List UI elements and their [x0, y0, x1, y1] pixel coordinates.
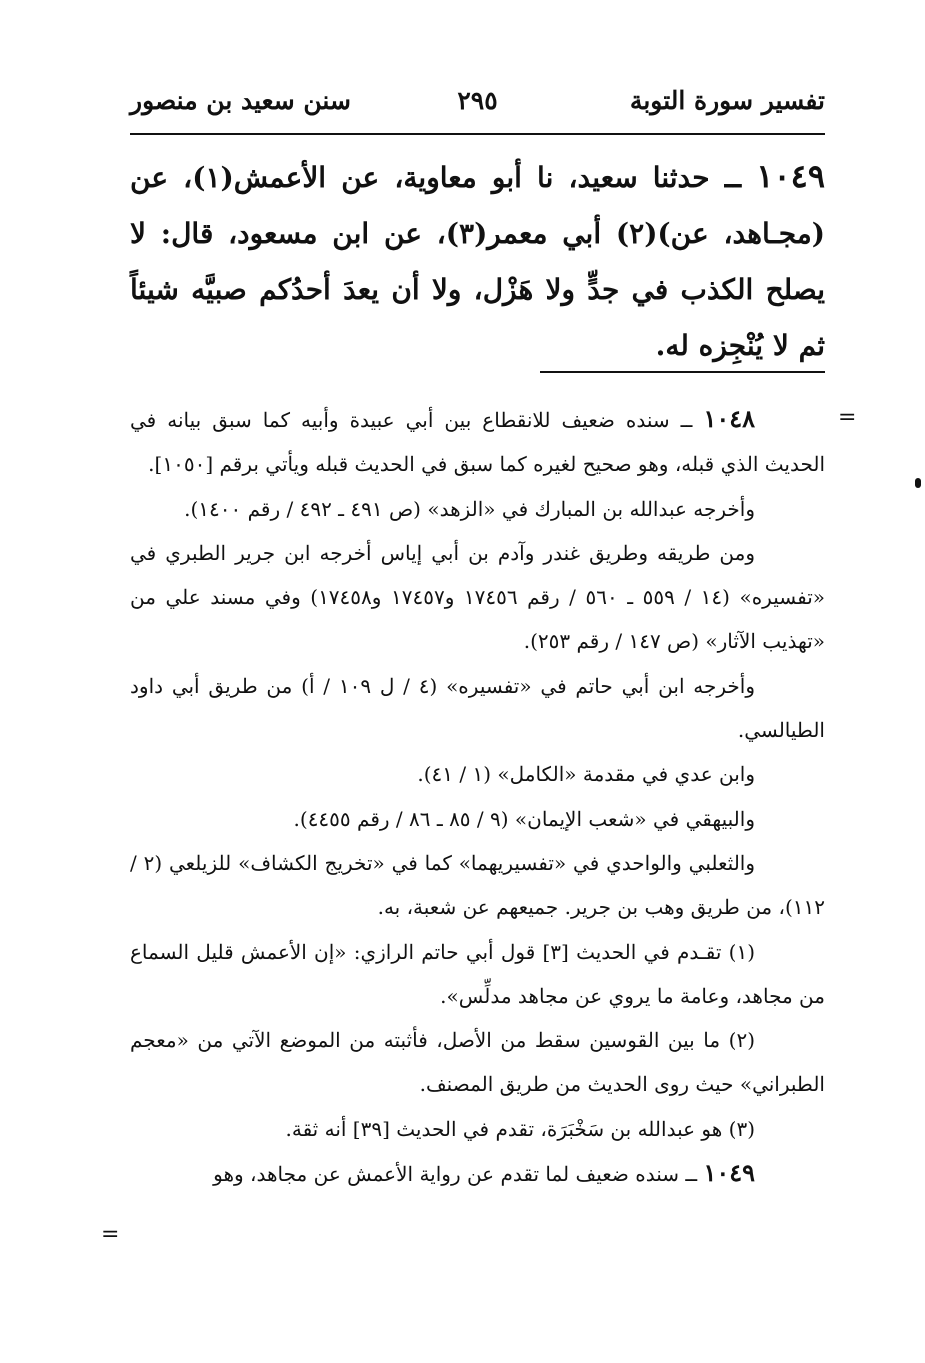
header-rule: [130, 133, 825, 135]
note-paragraph: والثعلبي والواحدي في «تفسيريهما» كما في «تخريج الكشاف» للزيلعي (٢ / ١١٢)، من طريق وهب بن جرير. جميعهم عن شعبة، به.: [130, 850, 825, 920]
note-1048: [130, 397, 825, 487]
hadith-text: ــ حدثنا سعيد، نا أبو معاوية، عن الأعمش(١)، عن (مجـاهد، عن)(٢) أبي معمر(٣)، عن ابن مسعود، قال: لا يصلح الكذب في جدٍّ ولا هَزْل، ولا أن يعدَ أحدُكم صبيَّه شيئاً ثم لا يُنْجِزه له.: [130, 161, 826, 362]
main-hadith: [130, 148, 825, 374]
running-header: [130, 86, 825, 126]
header-chapter-title: تفسير سورة التوبة: [629, 86, 825, 115]
note-paragraph: والبيهقي في «شعب الإيمان» (٩ / ٨٥ ـ ٨٦ / رقم ٤٤٥٥).: [293, 806, 755, 831]
header-book-title: سنن سعيد بن منصور: [130, 86, 351, 115]
note-1048-number: ١٠٤٨: [703, 404, 756, 433]
note-paragraph: ومن طريقه وطريق غندر وآدم بن أبي إياس أخرجه ابن جرير الطبري في «تفسيره» (١٤ / ٥٥٩ ـ ٥٦٠ / رقم ١٧٤٥٦ و١٧٤٥٧ و١٧٤٥٨) وفي مسند علي من «تهذيب الآثار» (ص ١٤٧ / رقم ٢٥٣).: [130, 540, 826, 654]
footnote-3: (٣) هو عبدالله بن سَخْبَرَة، تقدم في الحديث [٣٩] أنه ثقة.: [285, 1116, 755, 1141]
footnote-1: (١) تقـدم في الحديث [٣] قول أبي حاتم الرازي: «إن الأعمش قليل السماع من مجاهد، وعامة ما يروي عن مجاهد مدلِّس».: [130, 939, 825, 1008]
footnote-2: (٢) ما بين القوسين سقط من الأصل، فأثبته من الموضع الآتي من «معجم الطبراني» حيث روى الحديث من طريق المصنف.: [130, 1028, 825, 1097]
note-paragraph: وابن عدي في مقدمة «الكامل» (١ / ٤١).: [417, 762, 755, 787]
note-1049-text: ــ سنده ضعيف لما تقدم عن رواية الأعمش عن مجاهد، وهو: [213, 1162, 698, 1187]
note-1048-text: ــ سنده ضعيف للانقطاع بين أبي عبيدة وأبيه كما سبق بيانه في الحديث الذي قبله، وهو صحيح لغيره كما سبق في الحديث قبله ويأتي برقم [١٠٥٠].: [130, 408, 825, 477]
footnote-separator: [540, 371, 825, 373]
page-number: ٢٩٥: [457, 86, 498, 115]
note-1049: [130, 1151, 825, 1196]
continuation-mark-bottom: =: [101, 1222, 120, 1247]
hadith-number: ١٠٤٩: [756, 157, 825, 195]
footnotes: [130, 397, 825, 1196]
margin-dot: [915, 478, 921, 488]
note-paragraph: وأخرجه ابن أبي حاتم في «تفسيره» (٤ / ل ١٠٩ / أ) من طريق أبي داود الطيالسي.: [130, 673, 825, 743]
note-1049-number: ١٠٤٩: [703, 1158, 755, 1188]
note-paragraph: وأخرجه عبدالله بن المبارك في «الزهد» (ص ٤٩١ ـ ٤٩٢ / رقم ١٤٠٠).: [184, 496, 755, 521]
continuation-mark-top: =: [838, 405, 857, 430]
